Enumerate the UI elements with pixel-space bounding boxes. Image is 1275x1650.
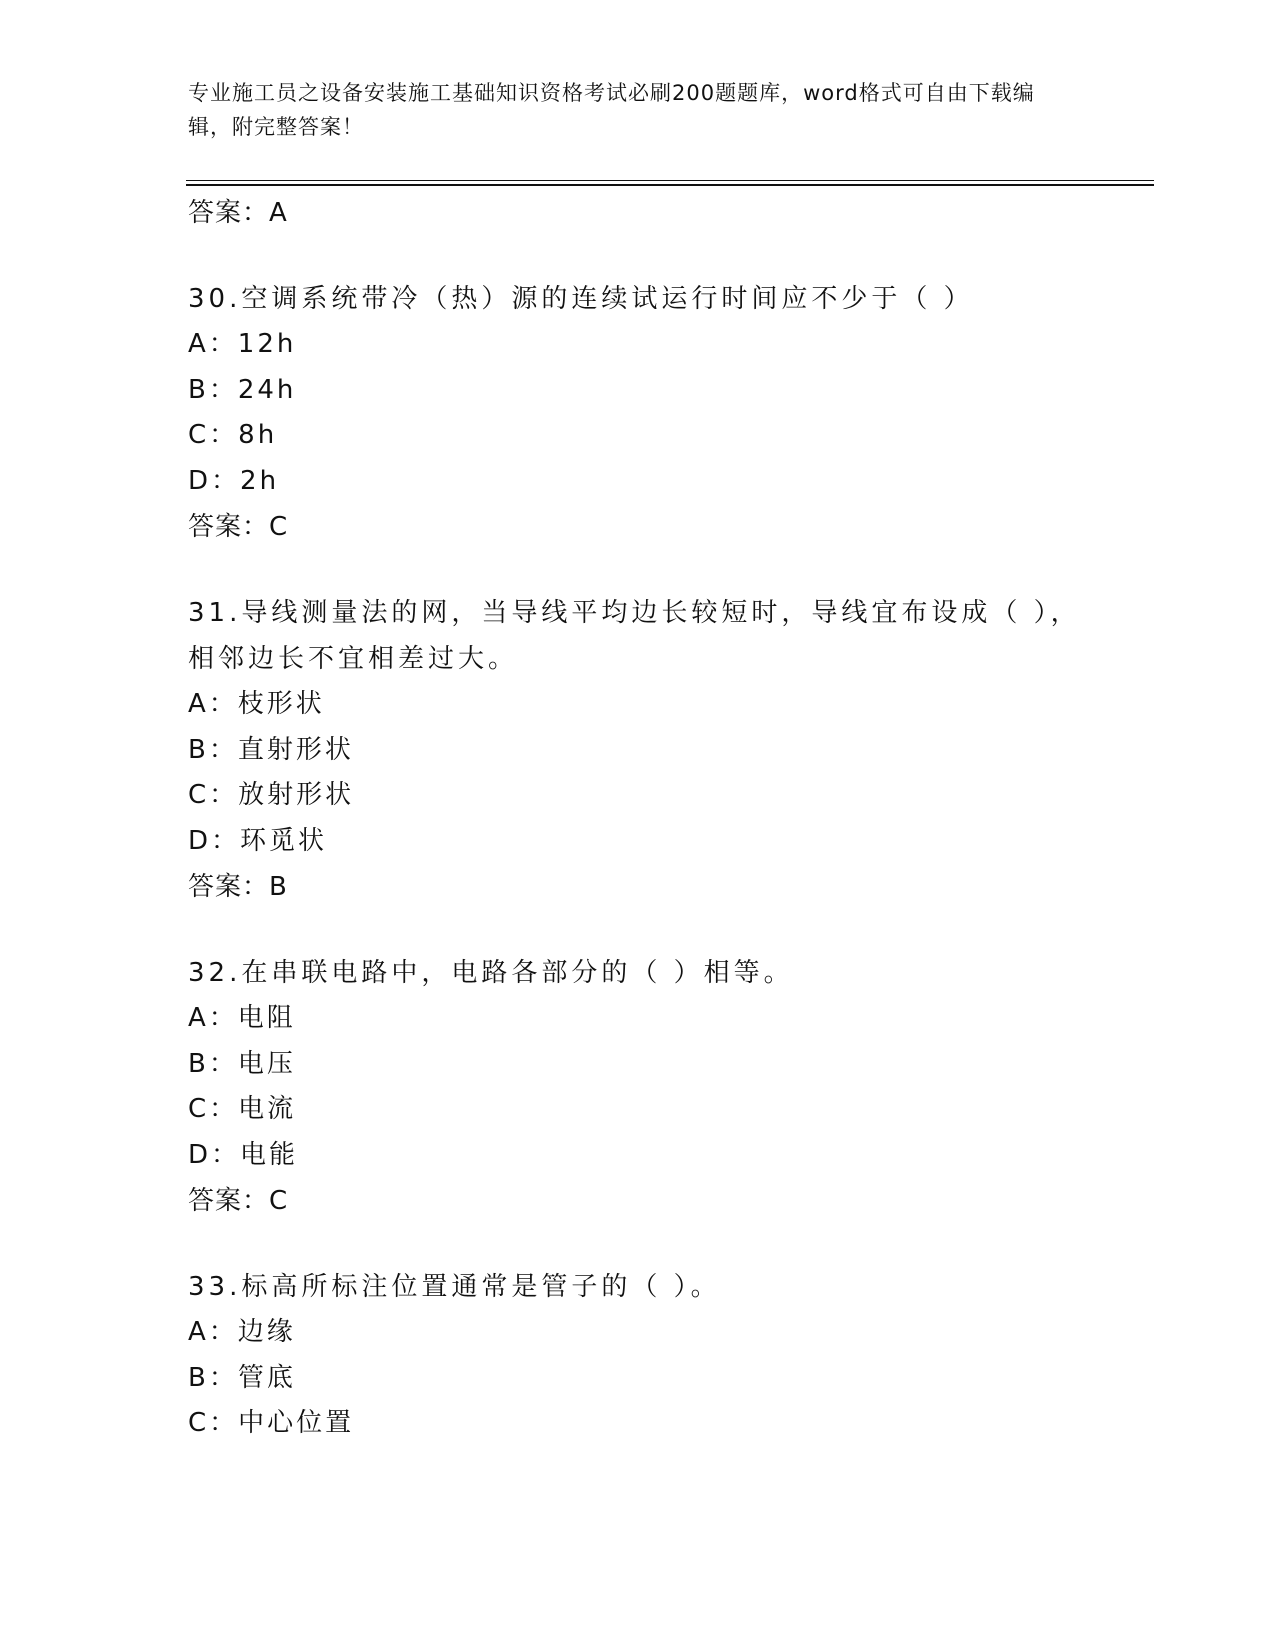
question-stem: 30.空调系统带冷（热）源的连续试运行时间应不少于（ ） xyxy=(188,284,974,314)
question-list xyxy=(188,188,1088,1447)
question-31 xyxy=(188,590,1088,910)
option-d: D：环觅状 xyxy=(188,825,328,856)
question-stem: 31.导线测量法的网，当导线平均边长较短时，导线宜布设成（ ），相邻边长不宜相差过大。 xyxy=(188,598,1081,674)
header-divider-thick xyxy=(186,184,1154,186)
option-d: D：2h xyxy=(188,465,280,496)
previous-answer: 答案：A xyxy=(188,198,288,228)
answer: 答案：C xyxy=(188,1186,289,1216)
option-a: A：12h xyxy=(188,329,297,359)
header-divider-thin xyxy=(186,180,1154,181)
answer: 答案：B xyxy=(188,872,288,902)
question-stem: 32.在串联电路中，电路各部分的（ ）相等。 xyxy=(188,958,794,988)
option-c: C：8h xyxy=(188,420,278,450)
question-30 xyxy=(188,276,1088,550)
question-33 xyxy=(188,1264,1088,1447)
option-a: A：电阻 xyxy=(188,1003,296,1033)
question-stem: 33.标高所标注位置通常是管子的（ ）。 xyxy=(188,1272,721,1302)
option-b: B：电压 xyxy=(188,1048,296,1079)
option-d: D：电能 xyxy=(188,1139,299,1170)
question-32 xyxy=(188,950,1088,1224)
option-c: C：电流 xyxy=(188,1094,297,1124)
option-c: C：放射形状 xyxy=(188,780,355,810)
option-b: B：24h xyxy=(188,374,297,405)
option-a: A：枝形状 xyxy=(188,689,325,719)
option-b: B：直射形状 xyxy=(188,734,354,765)
option-b: B：管底 xyxy=(188,1362,296,1393)
option-a: A：边缘 xyxy=(188,1317,296,1347)
page-header: 专业施工员之设备安装施工基础知识资格考试必刷200题题库，word格式可自由下载编辑，附完整答案！ xyxy=(188,81,1035,139)
option-c: C：中心位置 xyxy=(188,1408,355,1438)
answer: 答案：C xyxy=(188,512,289,542)
